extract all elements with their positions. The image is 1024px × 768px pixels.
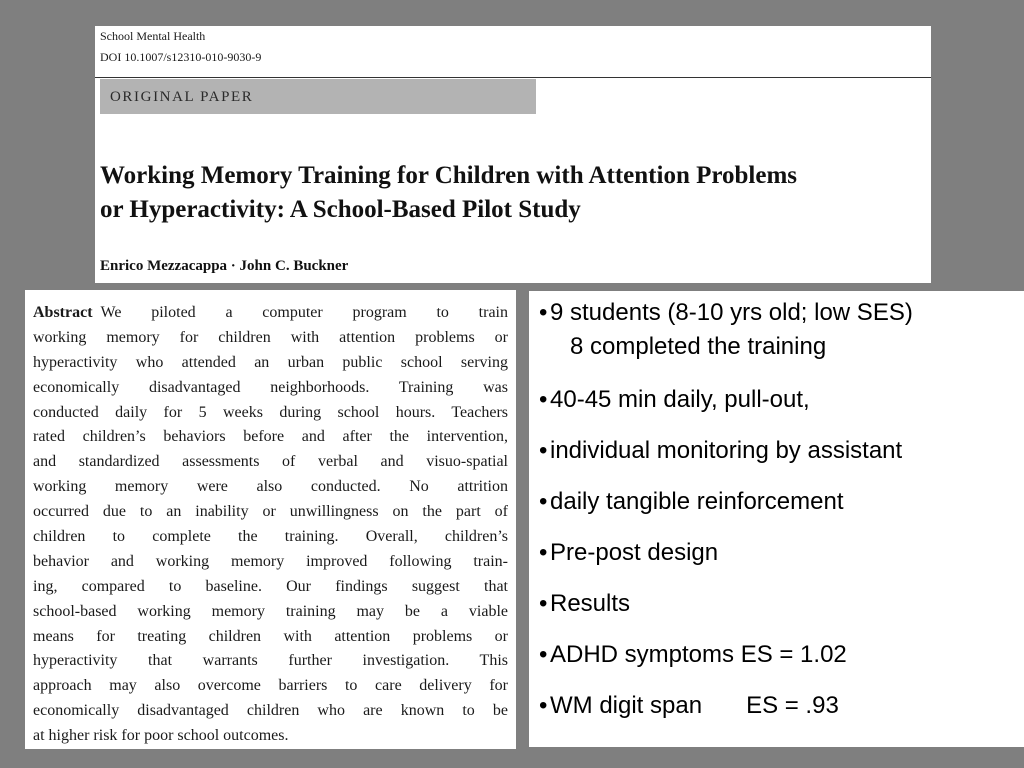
abstract-line: economically disadvantaged children who are known to be [33,702,508,720]
paper-authors: Enrico Mezzacappa · John C. Buckner [100,258,349,274]
abstract-line: occurred due to an inability or unwillingness on the part of [33,503,508,521]
abstract-line: children to complete the training. Overall, children’s [33,528,508,546]
abstract-line: hyperactivity who attended an urban public school serving [33,353,508,371]
note-item-design [539,537,1019,569]
paper-title-line: Working Memory Training for Children with Attention Problems [100,162,798,189]
note-item-monitoring [539,435,1019,467]
abstract-line-text: We piloted a computer program to train [100,304,508,321]
abstract-line: ing, compared to baseline. Our findings suggest that [33,577,508,595]
journal-name: School Mental Health [100,29,206,43]
bullet-icon: • [539,692,548,719]
abstract-line: school-based working memory training may be a viable [33,602,508,620]
bullet-icon: • [539,437,548,464]
note-item-duration [539,384,1019,416]
note-subtext: 8 completed the training [570,333,827,360]
abstract-line: at higher risk for poor school outcomes. [33,727,289,745]
study-notes-panel [529,291,1024,747]
note-text: Results [550,590,631,617]
note-text: WM digit span [550,692,703,719]
bullet-icon: • [539,641,548,668]
journal-doi: DOI 10.1007/s12310-010-9030-9 [100,50,262,64]
note-text: individual monitoring by assistant [550,437,903,464]
bullet-icon: • [539,590,548,617]
abstract-clipping [25,290,516,749]
bullet-icon: • [539,386,548,413]
abstract-line: means for treating children with attention problems or [33,627,508,645]
abstract-line: working memory for children with attention problems or [33,328,508,346]
note-effect-size: ES = .93 [746,692,839,719]
paper-title-line: or Hyperactivity: A School-Based Pilot Study [100,196,581,223]
note-item-adhd-es [539,639,1019,671]
abstract-text [33,301,508,749]
bullet-icon: • [539,299,548,326]
note-text: 9 students (8-10 yrs old; low SES) [550,299,913,326]
note-item-participants [539,297,1019,365]
note-item-wm-es [539,690,1019,722]
paper-type-label: ORIGINAL PAPER [110,89,254,105]
note-text: daily tangible reinforcement [550,488,844,515]
abstract-line: conducted daily for 5 weeks during school hours. Teachers [33,403,508,421]
abstract-line: working memory were also conducted. No attrition [33,478,508,496]
note-item-reinforcement [539,486,1019,518]
paper-header-clipping [95,26,931,283]
abstract-line: rated children’s behaviors before and after the intervention, [33,428,508,446]
study-notes-list [539,297,1019,722]
abstract-line: approach may also overcome barriers to care delivery for [33,677,508,695]
paper-title [100,159,930,227]
abstract-line: behavior and working memory improved following train- [33,552,508,570]
abstract-line: economically disadvantaged neighborhoods. Training was [33,378,508,396]
bullet-icon: • [539,488,548,515]
abstract-line [33,301,508,326]
note-text: ADHD symptoms ES = 1.02 [550,641,847,668]
abstract-line: and standardized assessments of verbal and visuo-spatial [33,453,508,471]
note-text: 40-45 min daily, pull-out, [550,386,810,413]
abstract-heading: Abstract [33,304,93,321]
paper-type-band [100,79,536,114]
abstract-line: hyperactivity that warrants further investigation. This [33,652,508,670]
note-item-results [539,588,1019,620]
bullet-icon: • [539,539,548,566]
header-divider [95,77,931,78]
note-text: Pre-post design [550,539,719,566]
